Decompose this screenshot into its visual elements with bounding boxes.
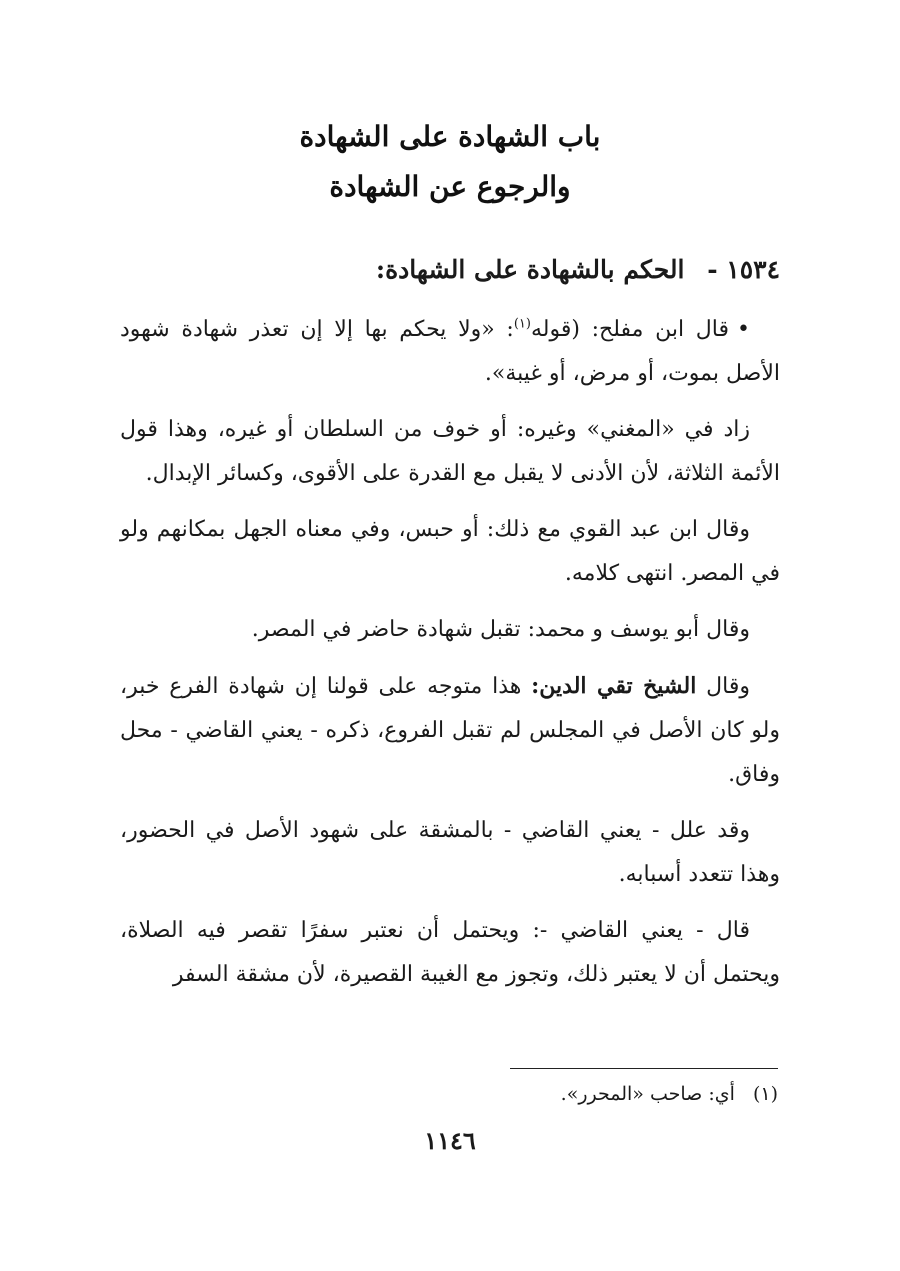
paragraph-5-lead: وقال xyxy=(706,674,750,699)
footnote-text: أي: صاحب «المحرر». xyxy=(560,1083,735,1105)
paragraph-5-bold-name: الشيخ تقي الدين: xyxy=(531,673,697,699)
footnote xyxy=(120,1078,778,1110)
section-heading-text: الحكم بالشهادة على الشهادة: xyxy=(375,255,685,284)
footnote-mark: (١) xyxy=(752,1083,778,1105)
paragraph-3: وقال ابن عبد القوي مع ذلك: أو حبس، وفي معناه الجهل بمكانهم ولو في المصر. انتهى كلامه. xyxy=(120,517,780,586)
footnote-reference: (١) xyxy=(513,316,531,332)
chapter-title-line-2: والرجوع عن الشهادة xyxy=(329,170,571,203)
paragraph-7: قال - يعني القاضي -: ويحتمل أن نعتبر سفرًا تقصر فيه الصلاة، ويحتمل أن لا يعتبر ذلك، وتجوز مع الغيبة القصيرة، لأن مشقة السفر xyxy=(120,918,780,987)
paragraph-5-rest: هذا متوجه على قولنا إن شهادة الفرع خبر، ولو كان الأصل في المجلس لم تقبل الفروع، ذكره - يعني القاضي - محل وفاق. xyxy=(120,674,780,787)
section-heading xyxy=(120,250,780,290)
page-number: ١١٤٦ xyxy=(424,1126,476,1155)
footnote-divider xyxy=(510,1068,778,1069)
chapter-title xyxy=(0,112,900,212)
bullet-icon: • xyxy=(737,317,750,342)
paragraph-6: وقد علل - يعني القاضي - بالمشقة على شهود الأصل في الحضور، وهذا تتعدد أسبابه. xyxy=(120,818,780,887)
section-number: ١٥٣٤ - xyxy=(707,255,780,284)
body-text xyxy=(120,308,780,1009)
paragraph-1 xyxy=(120,308,780,396)
paragraph-1-before: قال ابن مفلح: (قوله xyxy=(530,317,729,342)
paragraph-2: زاد في «المغني» وغيره: أو خوف من السلطان أو غيره، وهذا قول الأئمة الثلاثة، لأن الأدنى لا يقبل مع القدرة على الأقوى، وكسائر الإبدال. xyxy=(120,417,780,486)
paragraph-5 xyxy=(120,664,780,797)
chapter-title-line-1: باب الشهادة على الشهادة xyxy=(299,120,601,153)
paragraph-4: وقال أبو يوسف و محمد: تقبل شهادة حاضر في المصر. xyxy=(251,617,750,642)
paragraph-1-after: : «ولا يحكم بها إلا إن تعذر شهادة شهود الأصل بموت، أو مرض، أو غيبة». xyxy=(120,317,780,386)
